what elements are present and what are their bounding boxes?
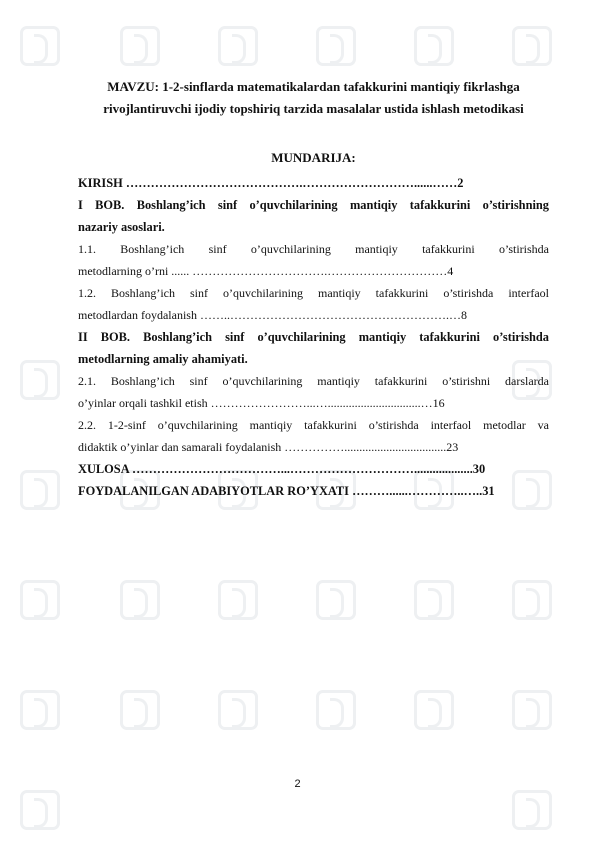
watermark-icon — [20, 580, 60, 620]
toc-entry-chapter-1: I BOB. Boshlang’ich sinf o’quvchilarining mantiqiy tafakkurini o’stirishning — [78, 198, 549, 212]
title-line-2: rivojlantiruvchi ijodiy topshiriq tarzida masalalar ustida ishlash metodikasi — [103, 101, 524, 116]
toc-entry-section-2-1: 2.1. Boshlang’ich sinf o’quvchilarining mantiqiy tafakkurini o’stirishni darslarda — [78, 374, 549, 388]
watermark-icon — [20, 26, 60, 66]
toc-entry-chapter-2-cont: metodlarning amaliy ahamiyati. — [78, 352, 248, 366]
toc-entry-section-1-1: 1.1. Boshlang’ich sinf o’quvchilarining mantiqiy tafakkurini o’stirishda — [78, 242, 549, 256]
watermark-icon — [316, 580, 356, 620]
watermark-icon — [120, 26, 160, 66]
watermark-icon — [20, 790, 60, 830]
title-line-1: MAVZU: 1-2-sinflarda matematikalardan tafakkurini mantiqiy fikrlashga — [107, 79, 520, 94]
watermark-icon — [120, 690, 160, 730]
watermark-icon — [414, 26, 454, 66]
watermark-icon — [512, 580, 552, 620]
watermark-icon — [20, 470, 60, 510]
table-of-contents — [78, 172, 549, 502]
toc-entry-chapter-1-cont: nazariy asoslari. — [78, 220, 165, 234]
watermark-icon — [120, 580, 160, 620]
watermark-icon — [414, 690, 454, 730]
toc-entry-section-1-1-cont: metodlarning o’rni ...... …………………………….…………………………4 — [78, 264, 454, 278]
contents-heading: MUNDARIJA: — [271, 150, 356, 165]
toc-entry-xulosa: XULOSA ………………………………...…………………………...................30 — [78, 462, 486, 476]
toc-entry-section-1-2-cont: metodlardan foydalanish ……..……………………………………………….…8 — [78, 308, 467, 322]
page-number: 2 — [294, 778, 301, 790]
watermark-icon — [316, 26, 356, 66]
toc-entry-section-1-2: 1.2. Boshlang’ich sinf o’quvchilarining mantiqiy tafakkurini o’stirishda interfaol — [78, 286, 549, 300]
document-title — [78, 76, 549, 120]
watermark-icon — [218, 580, 258, 620]
watermark-icon — [218, 690, 258, 730]
toc-entry-kirish: KIRISH …………………………………….………………………......……2 — [78, 176, 464, 190]
watermark-icon — [218, 26, 258, 66]
watermark-icon — [512, 790, 552, 830]
watermark-icon — [20, 690, 60, 730]
toc-entry-section-2-1-cont: o’yinlar orqali tashkil etish ……………………...…...............................…16 — [78, 396, 445, 410]
toc-entry-section-2-2: 2.2. 1-2-sinf o’quvchilarining mantiqiy tafakkurini o’stirishda interfaol metodlar va — [78, 418, 549, 432]
toc-entry-bibliography: FOYDALANILGAN ADABIYOTLAR RO’YXATI ………......…………..…..31 — [78, 484, 495, 498]
watermark-icon — [20, 360, 60, 400]
watermark-icon — [512, 26, 552, 66]
toc-entry-section-2-2-cont: didaktik o’yinlar dan samarali foydalanish ……………..................................23 — [78, 440, 459, 454]
watermark-icon — [512, 690, 552, 730]
watermark-icon — [316, 690, 356, 730]
watermark-icon — [414, 580, 454, 620]
toc-entry-chapter-2: II BOB. Boshlang’ich sinf o’quvchilarining mantiqiy tafakkurini o’stirishda — [78, 330, 549, 344]
